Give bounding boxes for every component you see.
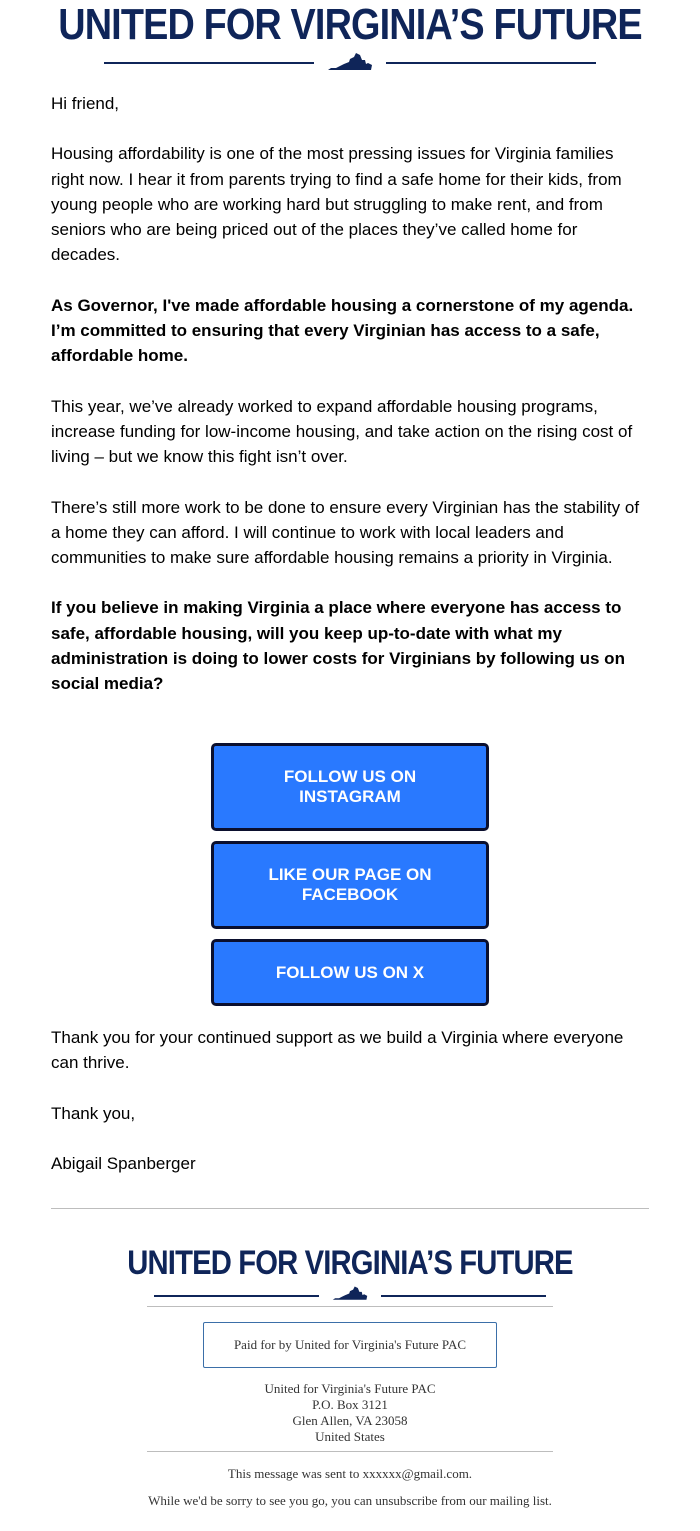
address-country: United States xyxy=(315,1429,385,1444)
follow-x-button[interactable]: FOLLOW US ON X xyxy=(211,939,489,1006)
footer-logo-wordmark: UNITED FOR VIRGINIA’S FUTURE xyxy=(127,1244,573,1282)
footer-logo-rule-right xyxy=(381,1295,546,1297)
paragraph-more-work: There’s still more work to be done to ensure every Virginian has the stability of a home they can afford. I will continue to work with local leaders and communities to make sure affordable housing remains a priority in Virginia. xyxy=(51,497,640,568)
paragraph-call-to-action: If you believe in making Virginia a place where everyone has access to safe, affordable housing, will you keep up-to-date with what my administration is doing to lower costs for Virginians by following us on social media? xyxy=(51,598,625,694)
footer-virginia-state-icon xyxy=(332,1286,368,1301)
greeting: Hi friend, xyxy=(51,94,120,113)
paragraph-housing-affordability: Housing affordability is one of the most pressing issues for Virginia families right now. I hear it from parents trying to find a safe home for their kids, from young people who are working hard but struggling to make rent, and from seniors who are being priced out of the places they’ve called home for decades. xyxy=(51,144,622,265)
logo-rule-right xyxy=(386,62,596,64)
footer-logo-rule-left xyxy=(154,1295,319,1297)
address-line2: Glen Allen, VA 23058 xyxy=(292,1413,408,1428)
like-facebook-button[interactable]: LIKE OUR PAGE ON FACEBOOK xyxy=(211,841,489,929)
address-divider xyxy=(147,1451,553,1452)
follow-instagram-button[interactable]: FOLLOW US ON INSTAGRAM xyxy=(211,743,489,831)
paragraph-this-year: This year, we’ve already worked to expand affordable housing programs, increase funding for low-income housing, and take action on the rising cost of living – but we know this fight isn’t over. xyxy=(51,396,633,467)
email-body xyxy=(51,91,651,722)
closing-paragraph: Thank you for your continued support as we build a Virginia where everyone can thrive. xyxy=(51,1028,624,1073)
paragraph-governor-commitment: As Governor, I've made affordable housing a cornerstone of my agenda. I’m committed to ensuring that every Virginian has access to a safe, affordable home. xyxy=(51,295,634,366)
virginia-state-icon xyxy=(327,53,373,71)
address-org: United for Virginia's Future PAC xyxy=(264,1381,436,1396)
footer-divider xyxy=(51,1208,649,1209)
address-line1: P.O. Box 3121 xyxy=(312,1397,388,1412)
header-logo xyxy=(0,0,700,72)
footer-logo-underline xyxy=(147,1306,553,1307)
signature: Abigail Spanberger xyxy=(51,1154,196,1173)
footer-logo xyxy=(0,1240,700,1310)
paid-for-disclaimer: Paid for by United for Virginia's Future PAC xyxy=(203,1322,497,1368)
mailing-address xyxy=(0,1381,700,1445)
sent-to-notice: This message was sent to xxxxxx@gmail.com. xyxy=(227,1466,473,1481)
signoff: Thank you, xyxy=(51,1104,136,1123)
logo-rule-left xyxy=(104,62,314,64)
unsubscribe-link[interactable]: While we'd be sorry to see you go, you can unsubscribe from our mailing list. xyxy=(148,1493,552,1508)
logo-wordmark: UNITED FOR VIRGINIA’S FUTURE xyxy=(58,0,642,49)
